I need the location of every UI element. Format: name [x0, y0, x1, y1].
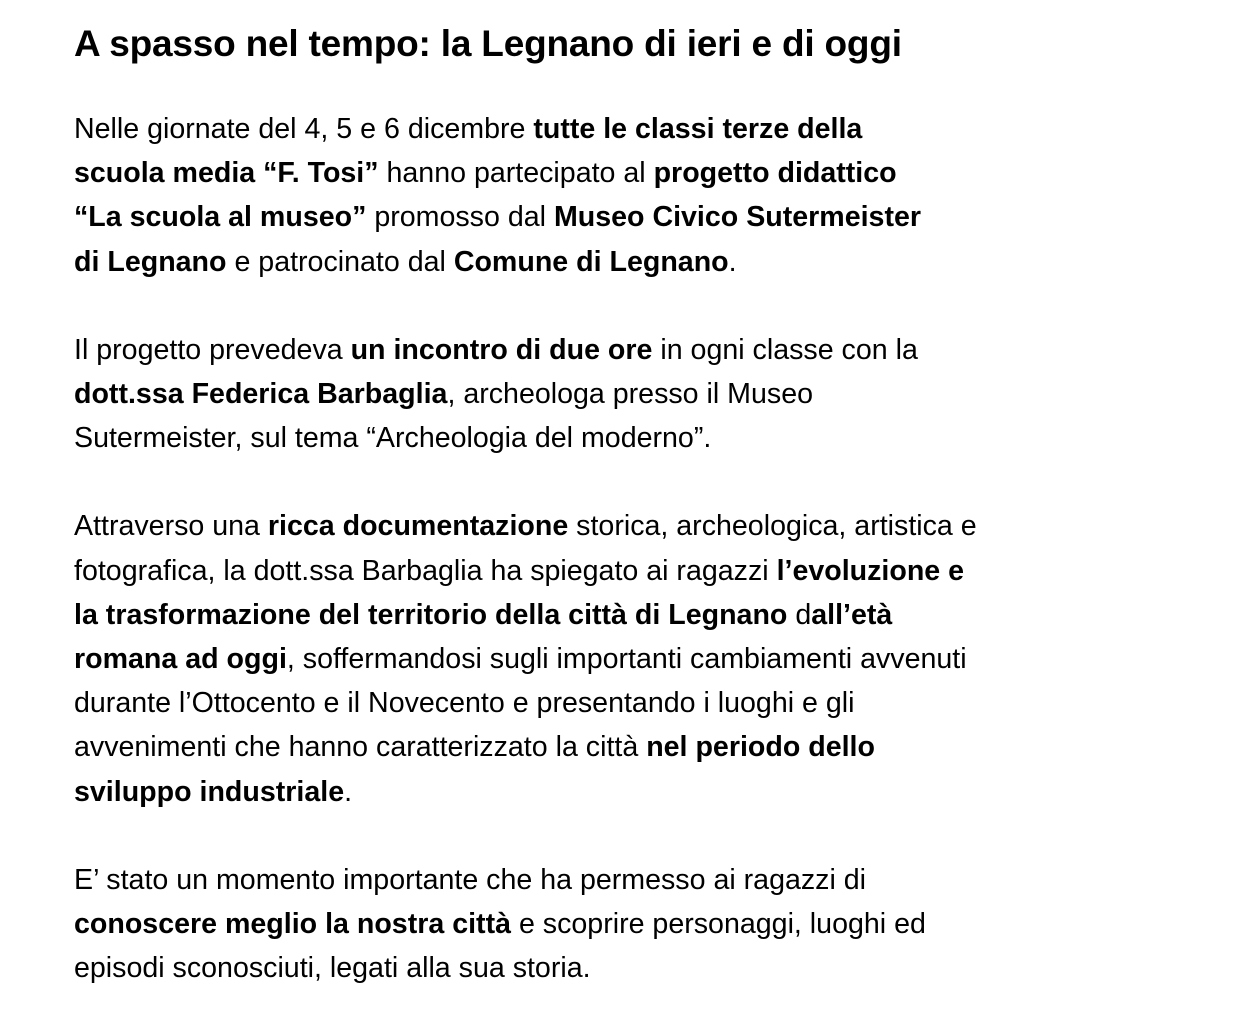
- text-run: promosso dal: [366, 201, 554, 234]
- bold-text-run: Comune di Legnano: [453, 245, 729, 278]
- text-run: d: [787, 598, 812, 631]
- document-body: [74, 107, 1164, 990]
- bold-text-run: tutte le classi terze della scuola media “F. Tosi”: [74, 113, 863, 190]
- text-run: .: [344, 775, 353, 808]
- text-run: Nelle giornate del 4, 5 e 6 dicembre: [74, 113, 534, 145]
- bold-text-run: Museo Civico Sutermeister di Legnano: [74, 201, 922, 278]
- paragraph: [74, 107, 1164, 284]
- text-run: , soffermandosi sugli importanti cambiamenti avvenuti durante l’Ottocento e il Novecento e presentando i luoghi e gli avvenimenti che hanno caratterizzato la città: [74, 643, 967, 764]
- bold-text-run: conoscere meglio la nostra città: [74, 908, 511, 941]
- bold-text-run: ricca documentazione: [267, 510, 569, 543]
- paragraph: [74, 328, 1164, 461]
- bold-text-run: l’evoluzione e la trasformazione del territorio della città di Legnano: [74, 554, 965, 631]
- paragraph: [74, 858, 1164, 991]
- text-run: Attraverso una: [74, 510, 268, 543]
- text-run: storica, archeologica, artistica e fotografica, la dott.ssa Barbaglia ha spiegato ai ragazzi: [74, 510, 977, 587]
- bold-text-run: all’età romana ad oggi: [74, 598, 893, 676]
- text-run: Il progetto prevedeva: [74, 333, 351, 366]
- document: [74, 18, 1164, 990]
- text-run: e scoprire personaggi, luoghi ed episodi sconosciuti, legati alla sua storia.: [74, 908, 926, 985]
- bold-text-run: nel periodo dello sviluppo industriale: [74, 731, 875, 808]
- text-run: .: [728, 245, 737, 278]
- text-run: in ogni classe con la: [652, 333, 918, 366]
- text-run: E’ stato un momento importante che ha permesso ai ragazzi di: [74, 863, 867, 896]
- bold-text-run: progetto didattico “La scuola al museo”: [74, 157, 897, 234]
- paragraph: [74, 504, 1164, 813]
- text-run: , archeologa presso il Museo Sutermeister, sul tema “Archeologia del moderno”.: [74, 378, 813, 455]
- document-title: A spasso nel tempo: la Legnano di ieri e di oggi: [74, 23, 902, 64]
- bold-text-run: dott.ssa Federica Barbaglia: [74, 378, 448, 411]
- text-run: e patrocinato dal: [226, 245, 454, 278]
- bold-text-run: un incontro di due ore: [350, 333, 653, 366]
- text-run: hanno partecipato al: [378, 157, 654, 190]
